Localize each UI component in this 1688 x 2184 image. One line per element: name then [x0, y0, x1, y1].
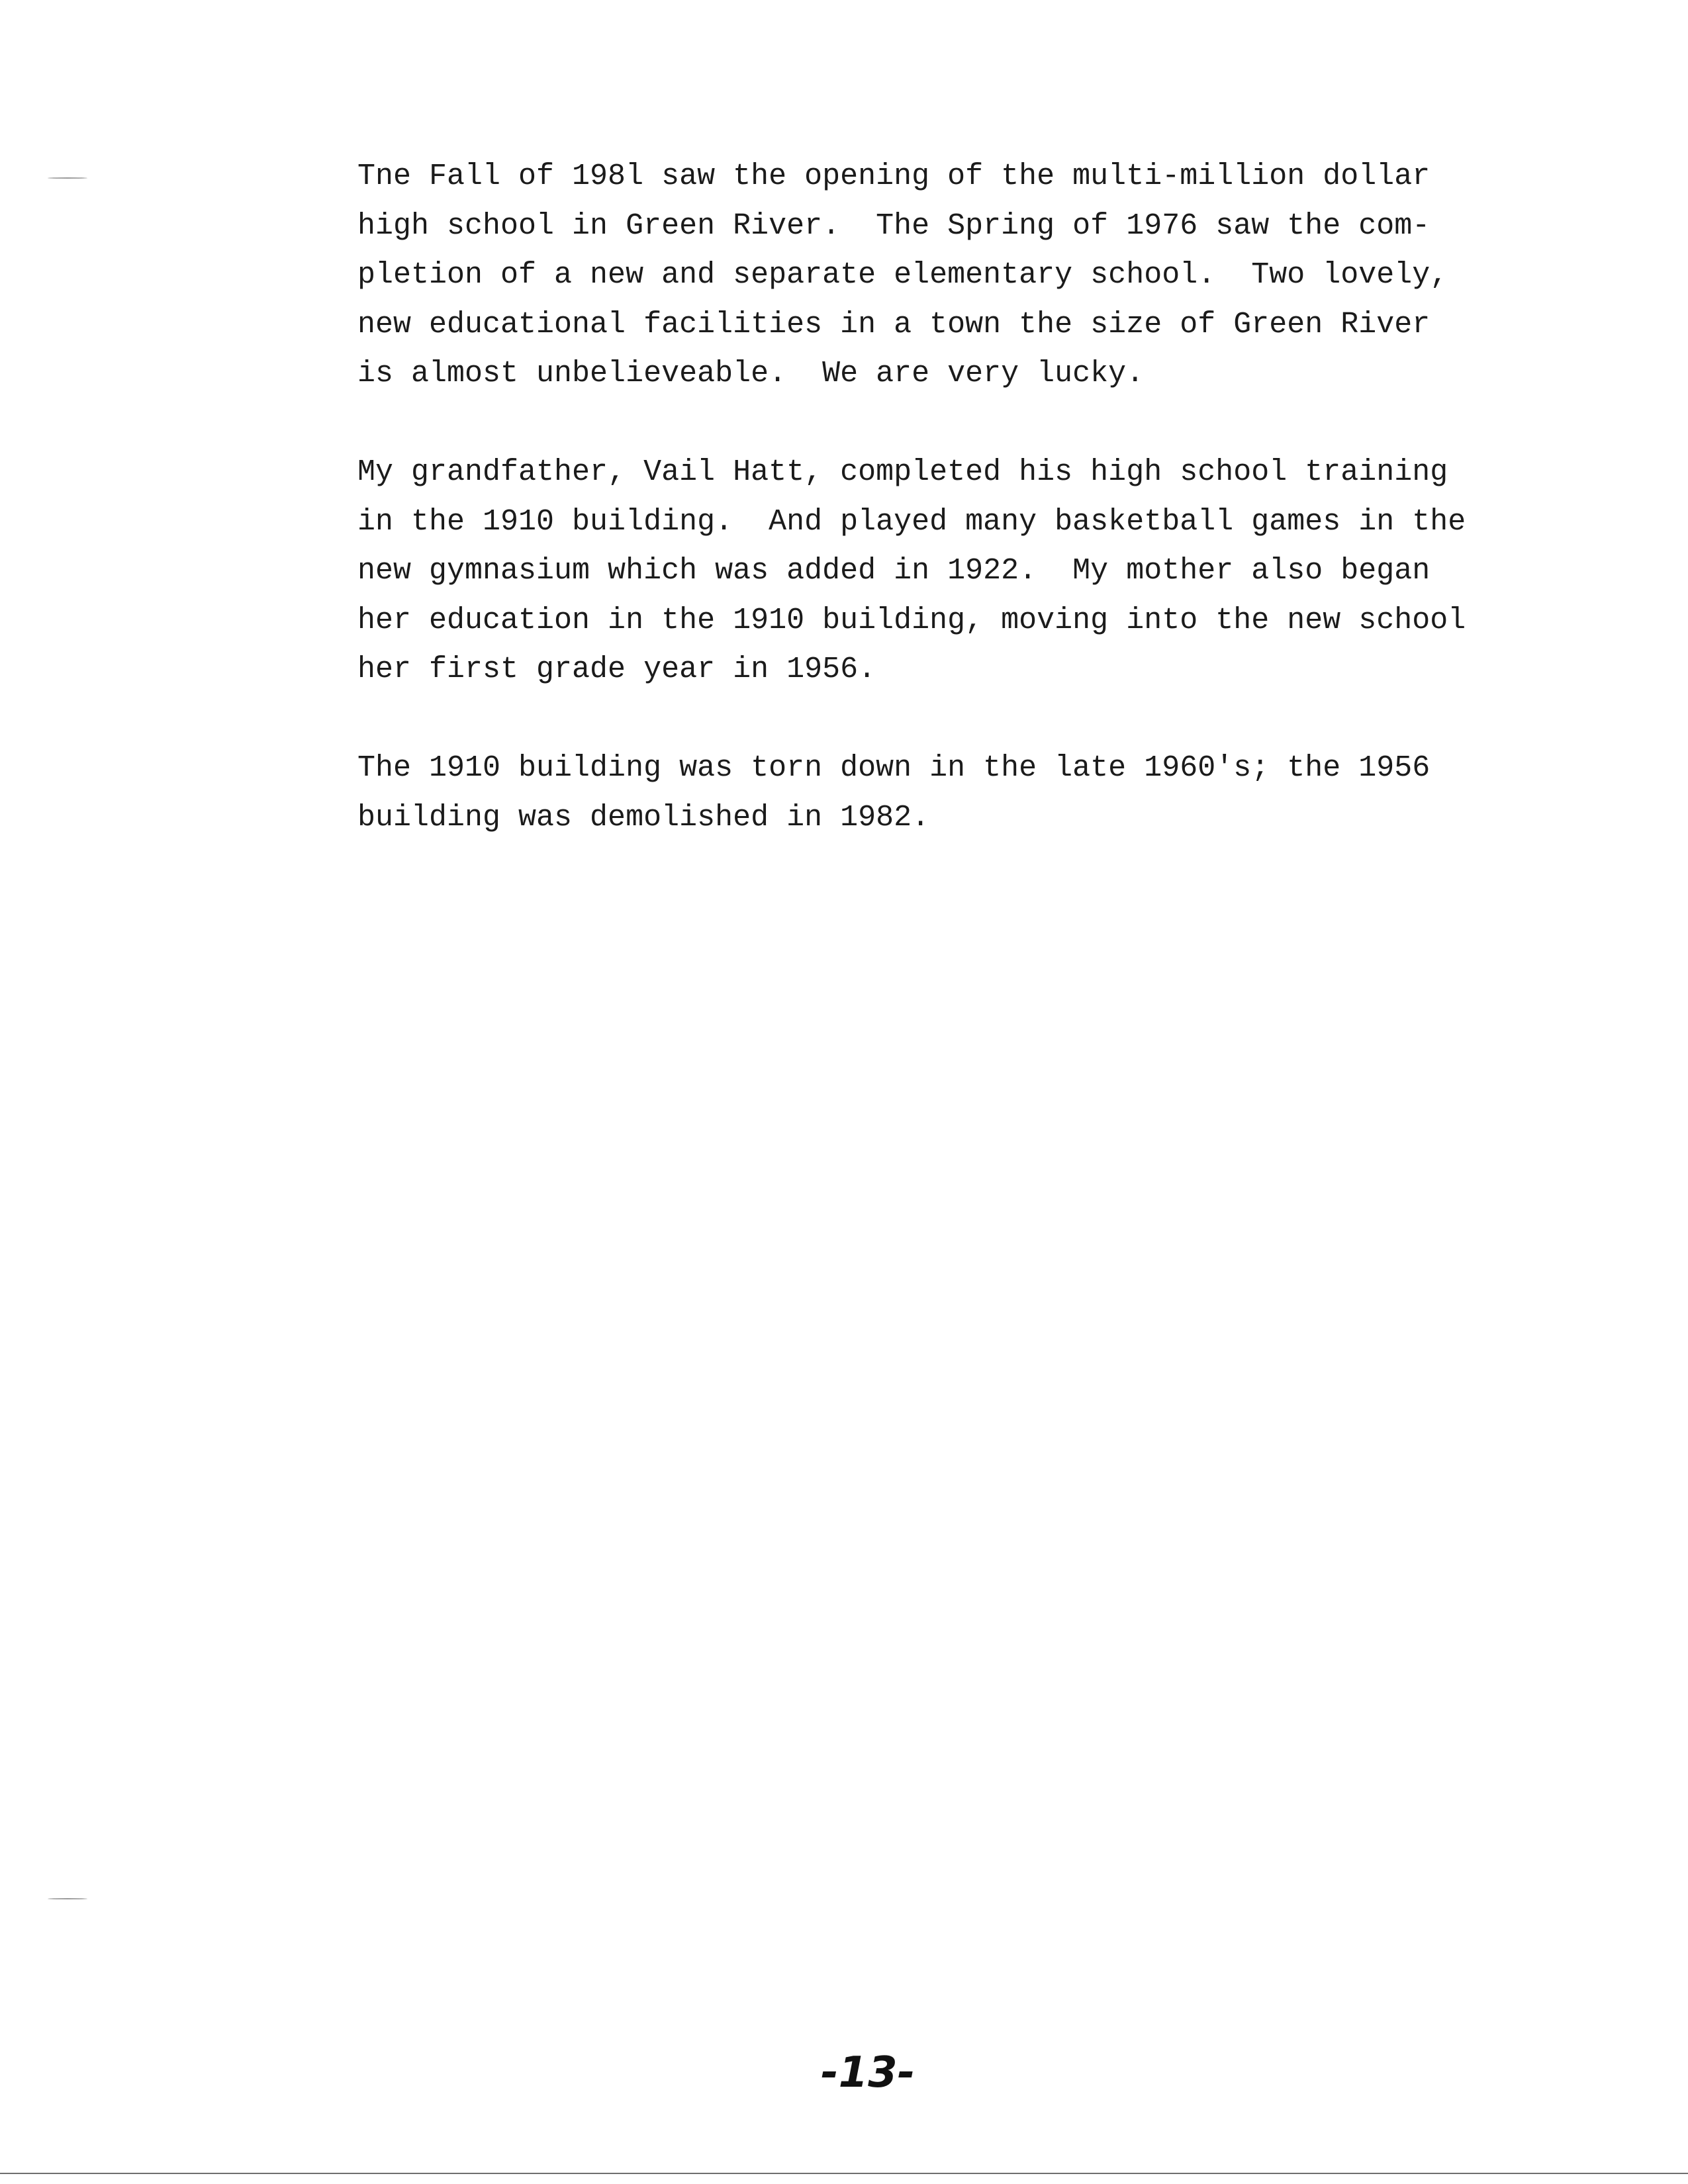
margin-mark [48, 177, 87, 179]
body-text [357, 152, 1483, 892]
text-line: her education in the 1910 building, moving into the new school [357, 603, 1466, 637]
page-number: -13- [821, 2048, 915, 2097]
page-bottom-rule [0, 2173, 1688, 2174]
text-line: her first grade year in 1956. [357, 653, 876, 686]
text-line: new educational facilities in a town the size of Green River [357, 307, 1430, 341]
paragraph-1 [357, 152, 1483, 399]
text-line: Tne Fall of 198l saw the opening of the multi-million dollar [357, 159, 1430, 193]
text-line: pletion of a new and separate elementary school. Two lovely, [357, 258, 1448, 292]
text-line: is almost unbelieveable. We are very lucky. [357, 357, 1145, 390]
text-line: building was demolished in 1982. [357, 800, 930, 835]
text-line: The 1910 building was torn down in the late 1960's; the 1956 [357, 751, 1430, 785]
margin-mark [48, 1898, 87, 1899]
text-line: new gymnasium which was added in 1922. My mother also began [357, 554, 1430, 588]
text-line: high school in Green River. The Spring of 1976 saw the com- [357, 208, 1430, 243]
paragraph-3 [357, 744, 1483, 842]
text-line: in the 1910 building. And played many basketball games in the [357, 504, 1466, 539]
text-line: My grandfather, Vail Hatt, completed his high school training [357, 455, 1448, 489]
paragraph-2 [357, 448, 1483, 695]
